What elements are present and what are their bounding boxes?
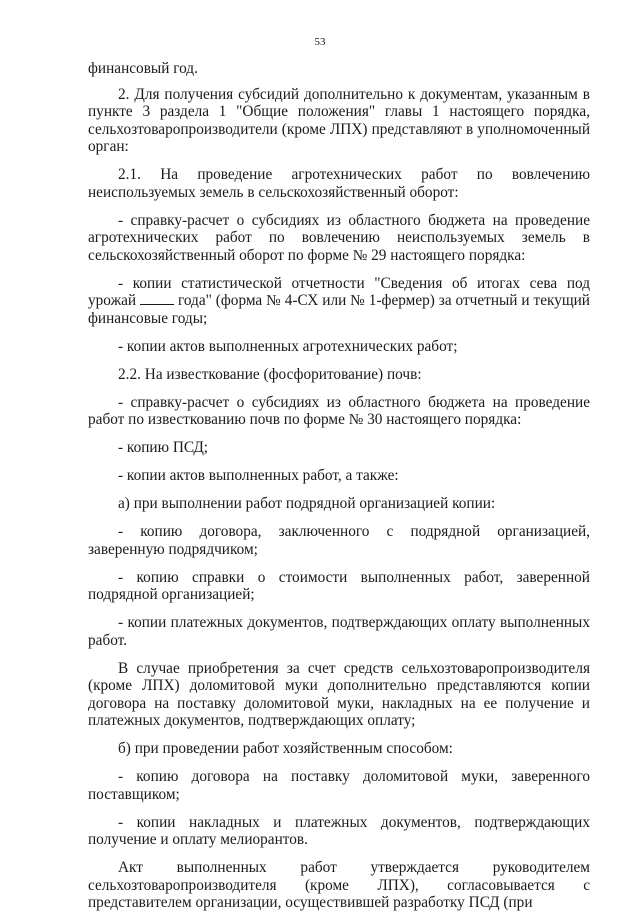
paragraph-supply-contract: - копию договора на поставку доломитовой муки, заверенного поставщиком; bbox=[88, 768, 590, 803]
paragraph-contractor: а) при выполнении работ подрядной организацией копии: bbox=[118, 495, 496, 512]
paragraph-in-house: б) при проведении работ хозяйственным способом: bbox=[118, 740, 453, 757]
page-number: 53 bbox=[314, 36, 326, 48]
paragraph-item-2-2: 2.2. На известкование (фосфоритование) почв: bbox=[118, 365, 422, 383]
statistics-copies-line2: года" (форма № 4-СХ или № 1-фермер) за отчетный и текущий финансовые годы; bbox=[88, 292, 590, 327]
paragraph-agrotech-acts: - копии актов выполненных агротехнических работ; bbox=[118, 337, 458, 355]
paragraph-act-approval: Акт выполненных работ утверждается руководителем сельхозтоваропроизводителя (кроме ЛПХ), согласовывается с представителем организации, осуществившей разработку ПСД (при bbox=[88, 859, 590, 911]
paragraph-dolomite-purchase: В случае приобретения за счет средств сельхозтоваропроизводителя (кроме ЛПХ) доломитовой муки дополнительно представляются копии договора на поставку доломитовой муки, накладных на ее получение и платежных документов, подтверждающих оплату; bbox=[88, 659, 590, 729]
statistics-copies-line1: - копии статистической отчетности "Сведения об итогах сева под урожай bbox=[88, 274, 590, 309]
paragraph-invoices: - копии накладных и платежных документов, подтверждающих получение и оплату мелиорантов. bbox=[88, 813, 590, 848]
paragraph-continuation: финансовый год. bbox=[88, 60, 198, 77]
paragraph-statistics-copies bbox=[88, 275, 590, 328]
paragraph-psd-copy: - копию ПСД; bbox=[118, 439, 209, 456]
paragraph-contract-copy: - копию договора, заключенного с подрядной организацией, заверенную подрядчиком; bbox=[88, 523, 590, 558]
paragraph-item-2-1: 2.1. На проведение агротехнических работ по вовлечению неиспользуемых земель в сельскохозяйственный оборот: bbox=[88, 166, 590, 201]
paragraph-calc-certificate-30: - справку-расчет о субсидиях из областного бюджета на проведение работ по известкованию почв по форме № 30 настоящего порядка: bbox=[88, 393, 590, 428]
paragraph-calc-certificate-29: - справку-расчет о субсидиях из областного бюджета на проведение агротехнических работ по вовлечению неиспользуемых земель в сельскохозяйственный оборот по форме № 29 настоящего порядка: bbox=[88, 211, 590, 264]
paragraph-payment-docs: - копии платежных документов, подтверждающих оплату выполненных работ. bbox=[88, 614, 590, 649]
blank-year-field bbox=[140, 292, 174, 305]
document-body bbox=[88, 60, 590, 922]
paragraph-item-2: 2. Для получения субсидий дополнительно к документам, указанным в пункте 3 раздела 1 "Общие положения" главы 1 настоящего порядка, сельхозтоваропроизводители (кроме ЛПХ) представляют в уполномоченный орган: bbox=[88, 85, 590, 155]
paragraph-cost-certificate: - копию справки о стоимости выполненных работ, заверенной подрядной организацией; bbox=[88, 568, 590, 603]
paragraph-work-acts: - копии актов выполненных работ, а также: bbox=[118, 467, 399, 484]
